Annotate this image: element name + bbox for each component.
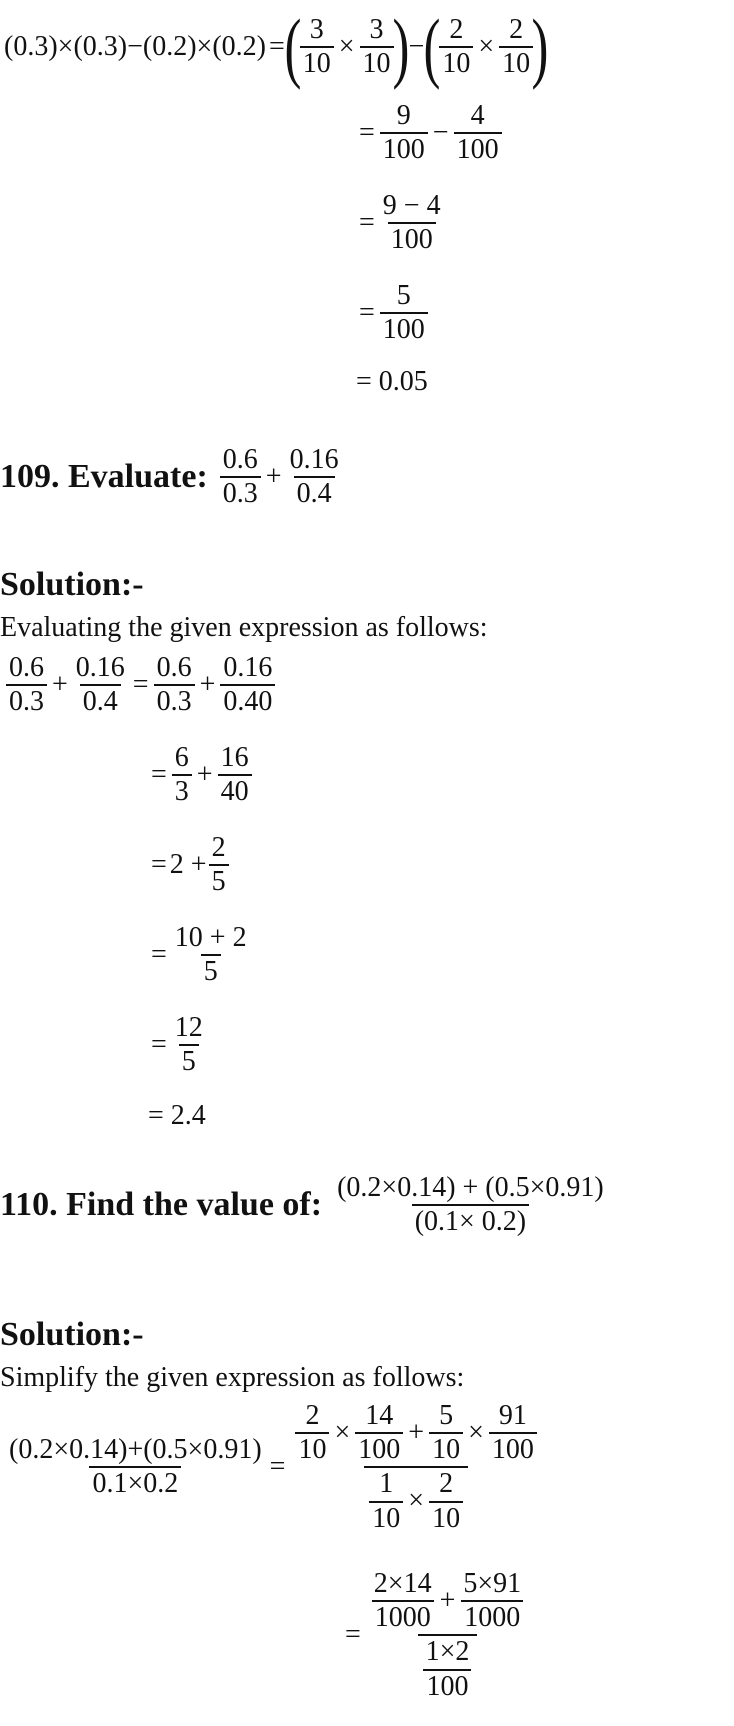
fraction: $\frac{2}{10}$	[295, 1400, 329, 1466]
fraction: $\frac{2}{10}$	[439, 14, 473, 80]
fraction: $\frac{(0.2\times 0.14)+(0.5\times 0.91)}{0.1\times 0.2}$	[9, 1434, 262, 1500]
equals-sign: =	[268, 31, 285, 62]
q110-line2: = $\frac{2\times 14}{1000}$ + $\frac{5\times 91}{1000}$ $\frac{1\times 2}{100}$	[342, 1568, 531, 1703]
fraction: $\frac{0.6}{0.3}$	[154, 652, 195, 718]
q109-line3: = 2 + $\frac{2}{5}$	[148, 832, 231, 898]
q109-result: = 2.4	[148, 1100, 206, 1131]
fraction: $\frac{2}{10}$	[499, 14, 533, 80]
p108-line1: (0.3)×(0.3)−(0.2)×(0.2) = ( $\frac{3}{10}$ × $\frac{3}{10}$ ) − ( $\frac{2}{10}$ × $\frac{2}{10}$ )	[4, 3, 549, 90]
fraction: $\frac{2}{5}$	[209, 832, 229, 898]
right-paren-icon: )	[531, 3, 549, 90]
left-paren-icon: (	[423, 3, 441, 90]
q109-line2: = $\frac{6}{3}$ + $\frac{16}{40}$	[148, 742, 254, 808]
q110-solution-text: Simplify the given expression as follows:	[0, 1362, 465, 1393]
fraction: $\frac{2\times 14}{1000}$	[371, 1568, 435, 1634]
fraction: $\frac{3}{10}$	[360, 14, 394, 80]
q110-heading: 110. Find the value of:	[0, 1186, 323, 1224]
p108-line2: = $\frac{9}{100}$ − $\frac{4}{100}$	[356, 100, 504, 166]
fraction: $\frac{5}{10}$	[429, 1400, 463, 1466]
fraction: $\frac{2}{10}$	[429, 1468, 463, 1534]
fraction: $\frac{10 + 2}{5}$	[174, 922, 247, 988]
fraction: $\frac{4}{100}$	[454, 100, 502, 166]
fraction: $\frac{0.6}{0.3}$	[6, 652, 47, 718]
q109-question: 109. Evaluate: $\frac{0.6}{0.3}$ + $\frac{0.16}{0.4}$	[0, 444, 344, 510]
fraction: $\frac{0.16}{0.40}$	[220, 652, 275, 718]
fraction: $\frac{1\times 2}{100}$	[423, 1636, 473, 1702]
fraction: $\frac{6}{3}$	[172, 742, 192, 808]
q109-line1: $\frac{0.6}{0.3}$ + $\frac{0.16}{0.4}$ = $\frac{0.6}{0.3}$ + $\frac{0.16}{0.40}$	[4, 652, 277, 718]
fraction: $\frac{3}{10}$	[300, 14, 334, 80]
fraction: $\frac{5}{100}$	[380, 280, 428, 346]
p108-line4: = $\frac{5}{100}$	[356, 280, 430, 346]
fraction: $\frac{5\times 91}{1000}$	[460, 1568, 524, 1634]
fraction: $\frac{12}{5}$	[174, 1012, 203, 1078]
p108-line3: = $\frac{9 - 4}{100}$	[356, 190, 446, 256]
q109-line4: = $\frac{10 + 2}{5}$	[148, 922, 252, 988]
right-paren-icon: )	[392, 3, 409, 90]
left-paren-icon: (	[284, 3, 302, 90]
fraction: $\frac{16}{40}$	[218, 742, 252, 808]
p108-group-1: ( $\frac{3}{10}$ × $\frac{3}{10}$ )	[284, 3, 409, 90]
fraction: $\frac{1}{10}$	[369, 1468, 403, 1534]
fraction: $\frac{91}{100}$	[489, 1400, 537, 1466]
p108-line5	[356, 366, 428, 398]
fraction: $\frac{9}{100}$	[380, 100, 428, 166]
fraction: $\frac{14}{100}$	[355, 1400, 403, 1466]
fraction: $\frac{(0.2\times 0.14) + (0.5\times 0.91)}{(0.1\times 0.2)}$	[337, 1172, 604, 1238]
q110-question	[0, 1172, 609, 1238]
q110-solution-heading: Solution:-	[0, 1316, 144, 1353]
fraction: $\frac{9 - 4}{100}$	[382, 190, 441, 256]
p108-lhs: (0.3)×(0.3)−(0.2)×(0.2)	[4, 31, 266, 62]
p108-group-2: ( $\frac{2}{10}$ × $\frac{2}{10}$ )	[423, 3, 549, 90]
fraction: $\frac{0.16}{0.4}$	[289, 444, 339, 510]
q110-line1: $\frac{(0.2\times 0.14)+(0.5\times 0.91)}{0.1\times 0.2}$ = $\frac{2}{10}$ × $\frac{14}{100}$ + $\frac{5}{10}$ × $\frac{91}{100}$ $\frac{1}{10}$ × $\frac{2}{10}$	[4, 1400, 544, 1535]
q109-solution-heading: Solution:-	[0, 566, 144, 603]
fraction: $\frac{0.6}{0.3}$	[220, 444, 261, 510]
q109-line5: = $\frac{12}{5}$	[148, 1012, 208, 1078]
fraction: $\frac{0.16}{0.4}$	[75, 652, 125, 718]
q109-line6	[148, 1100, 206, 1132]
q109-solution-text: Evaluating the given expression as follows:	[0, 612, 488, 643]
complex-fraction: $\frac{2}{10}$ × $\frac{14}{100}$ + $\frac{5}{10}$ × $\frac{91}{100}$ $\frac{1}{10}$ × $\frac{2}{10}$	[290, 1400, 541, 1535]
complex-fraction: $\frac{2\times 14}{1000}$ + $\frac{5\times 91}{1000}$ $\frac{1\times 2}{100}$	[366, 1568, 529, 1703]
p108-result: = 0.05	[356, 366, 428, 397]
q109-heading: 109. Evaluate:	[0, 458, 208, 496]
